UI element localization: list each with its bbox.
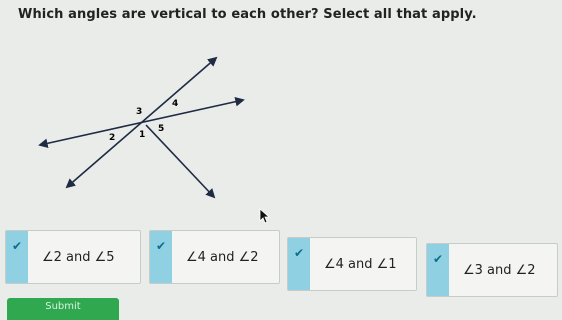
option-label: ∠4 and ∠1: [324, 257, 397, 272]
question-text: Which angles are vertical to each other? Select all that apply.: [18, 7, 477, 22]
option-3-and-2[interactable]: [426, 243, 558, 297]
checkmark-icon: ✔: [288, 238, 310, 290]
submit-button[interactable]: Submit: [7, 298, 119, 320]
option-label: ∠3 and ∠2: [463, 263, 536, 278]
checkmark-icon: ✔: [150, 231, 172, 283]
angle-label-3: 3: [136, 107, 143, 117]
angle-label-2: 2: [109, 133, 116, 143]
option-label: ∠2 and ∠5: [42, 250, 115, 265]
option-2-and-5[interactable]: [5, 230, 141, 284]
option-label: ∠4 and ∠2: [186, 250, 259, 265]
option-4-and-1[interactable]: [287, 237, 417, 291]
checkmark-icon: ✔: [427, 244, 449, 296]
checkmark-icon: ✔: [6, 231, 28, 283]
mouse-cursor-icon: [259, 208, 271, 224]
angle-label-5: 5: [158, 124, 165, 134]
angle-label-1: 1: [139, 130, 146, 140]
angle-label-4: 4: [172, 99, 179, 109]
option-4-and-2[interactable]: [149, 230, 280, 284]
